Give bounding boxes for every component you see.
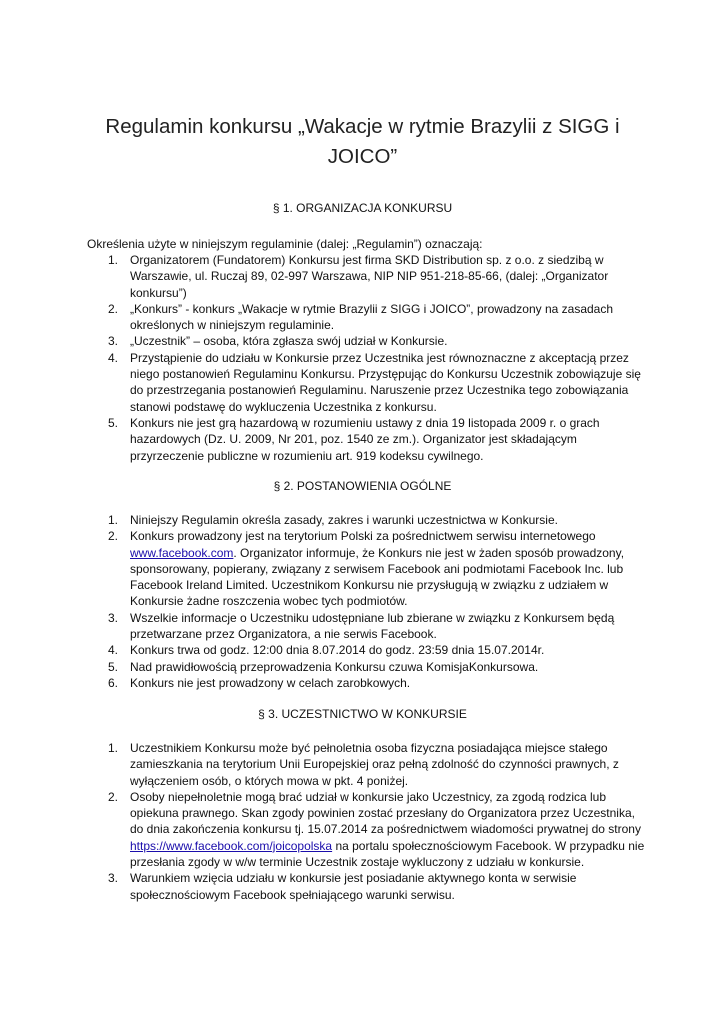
list-number: 4. [108, 350, 119, 365]
list-item [108, 512, 650, 528]
list-item-text: Wszelkie informacje o Uczestniku udostępniane lub zbierane w związku z Konkursem będą przetwarzane przez Organizatora, a nie serwis Facebook. [130, 610, 615, 642]
list-number: 1. [108, 513, 119, 527]
list-number: 1. [108, 741, 119, 755]
section-heading: § 3. UCZESTNICTWO W KONKURSIE [258, 707, 467, 721]
list-number: 5. [108, 659, 119, 674]
list-item [108, 415, 650, 464]
list-number: 3. [108, 610, 119, 625]
list-item-text: Uczestnikiem Konkursu może być pełnoletnia osoba fizyczna posiadająca miejsce stałego zamieszkania na terytorium Unii Europejskiej oraz pełną zdolność do czynności prawnych, z wyłączeniem osób, o których mowa w pkt. 4 poniżej. [130, 741, 619, 788]
list-item-text: „Konkurs” - konkurs „Wakacje w rytmie Brazylii z SIGG i JOICO”, prowadzony na zasadach określonych w niniejszym regulaminie. [130, 301, 614, 333]
section-heading: § 1. ORGANIZACJA KONKURSU [272, 201, 453, 215]
list-number: 5. [108, 415, 119, 430]
section-1-list [108, 252, 650, 464]
list-number: 3. [108, 334, 119, 349]
list-item [108, 675, 650, 691]
list-item-text: Niniejszy Regulamin określa zasady, zakres i warunki uczestnictwa w Konkursie. [130, 513, 558, 527]
section-heading: § 2. POSTANOWIENIA OGÓLNE [273, 479, 452, 493]
facebook-link[interactable]: www.facebook.com [130, 545, 234, 560]
list-item [108, 659, 650, 675]
list-number: 3. [108, 871, 119, 886]
list-number: 1. [108, 253, 119, 267]
section-3-list [108, 740, 650, 903]
list-item-text: Organizatorem (Fundatorem) Konkursu jest firma SKD Distribution sp. z o.o. z siedzibą w Warszawie, ul. Ruczaj 89, 02-997 Warszawa, NIP NIP 951-218-85-66, (dalej: „Organizator konkursu”) [130, 253, 609, 300]
title-line-2: JOICO” [327, 145, 398, 168]
list-item-text: Przystąpienie do udziału w Konkursie przez Uczestnika jest równoznaczne z akceptacją przez niego postanowień Regulaminu Konkursu. Przystępując do Konkursu Uczestnik zobowiązuje się do przestrzegania postanowień Regulaminu. Naruszenie przez Uczestnika tego zobowiązania stanowi podstawę do wykluczenia Uczestnika z konkursu. [130, 350, 641, 414]
list-item-text: „Uczestnik” – osoba, która zgłasza swój udział w Konkursie. [130, 334, 448, 349]
list-item-text: Konkurs nie jest prowadzony w celach zarobkowych. [130, 675, 411, 690]
list-number: 2. [108, 529, 119, 544]
joicopolska-link[interactable]: https://www.facebook.com/joicopolska [130, 838, 333, 853]
section-intro: Określenia użyte w niniejszym regulaminie (dalej: „Regulamin”) oznaczają: [87, 237, 483, 251]
list-item [108, 528, 650, 609]
list-number: 2. [108, 789, 119, 804]
list-item [108, 252, 650, 301]
section-2-list [108, 512, 650, 691]
title-line-1: Regulamin konkursu „Wakacje w rytmie Brazylii z SIGG i [105, 115, 620, 138]
list-item [108, 870, 650, 903]
list-item [108, 333, 650, 349]
list-item [108, 301, 650, 334]
document-title [95, 112, 630, 172]
list-number: 6. [108, 675, 119, 690]
list-item-text: Nad prawidłowością przeprowadzenia Konkursu czuwa KomisjaKonkursowa. [130, 659, 539, 674]
list-item-text: Konkurs trwa od godz. 12:00 dnia 8.07.2014 do godz. 23:59 dnia 15.07.2014r. [130, 643, 545, 658]
list-item-text: Konkurs nie jest grą hazardową w rozumieniu ustawy z dnia 19 listopada 2009 r. o grach hazardowych (Dz. U. 2009, Nr 201, poz. 1540 ze zm.). Organizator jest składającym przyrzeczenie publiczne w rozumieniu art. 919 kodeksu cywilnego. [130, 415, 600, 463]
list-item-text: Konkurs prowadzony jest na terytorium Polski za pośrednictwem serwisu internetowego [130, 529, 596, 544]
list-number: 4. [108, 643, 119, 658]
list-item [108, 789, 650, 870]
list-number: 2. [108, 301, 119, 316]
list-item-text: . Organizator informuje, że Konkurs nie jest w żaden sposób prowadzony, sponsorowany, popierany, związany z serwisem Facebook ani podmiotami Facebook Inc. lub Facebook Ireland Limited. Uczestnikom Konkursu nie przysługują w związku z udziałem w Konkursie żadne roszczenia wobec tych podmiotów. [130, 545, 625, 609]
list-item [108, 642, 650, 658]
list-item-text: na portalu społecznościowym Facebook. W przypadku nie przesłania zgody w w/w terminie Uczestnik zostaje wykluczony z udziału w konkursie. [130, 838, 645, 870]
list-item [108, 350, 650, 415]
list-item-text: Warunkiem wzięcia udziału w konkursie jest posiadanie aktywnego konta w serwisie społecznościowym Facebook spełniającego warunki serwisu. [130, 871, 577, 902]
list-item [108, 610, 650, 643]
list-item-text: Osoby niepełnoletnie mogą brać udział w konkursie jako Uczestnicy, za zgodą rodzica lub opiekuna prawnego. Skan zgody powinien zostać przesłany do Organizatora przez Uczestnika, do dnia zakończenia konkursu tj. 15.07.2014 za pośrednictwem wiadomości prywatnej do strony [130, 789, 641, 837]
list-item [108, 740, 650, 789]
